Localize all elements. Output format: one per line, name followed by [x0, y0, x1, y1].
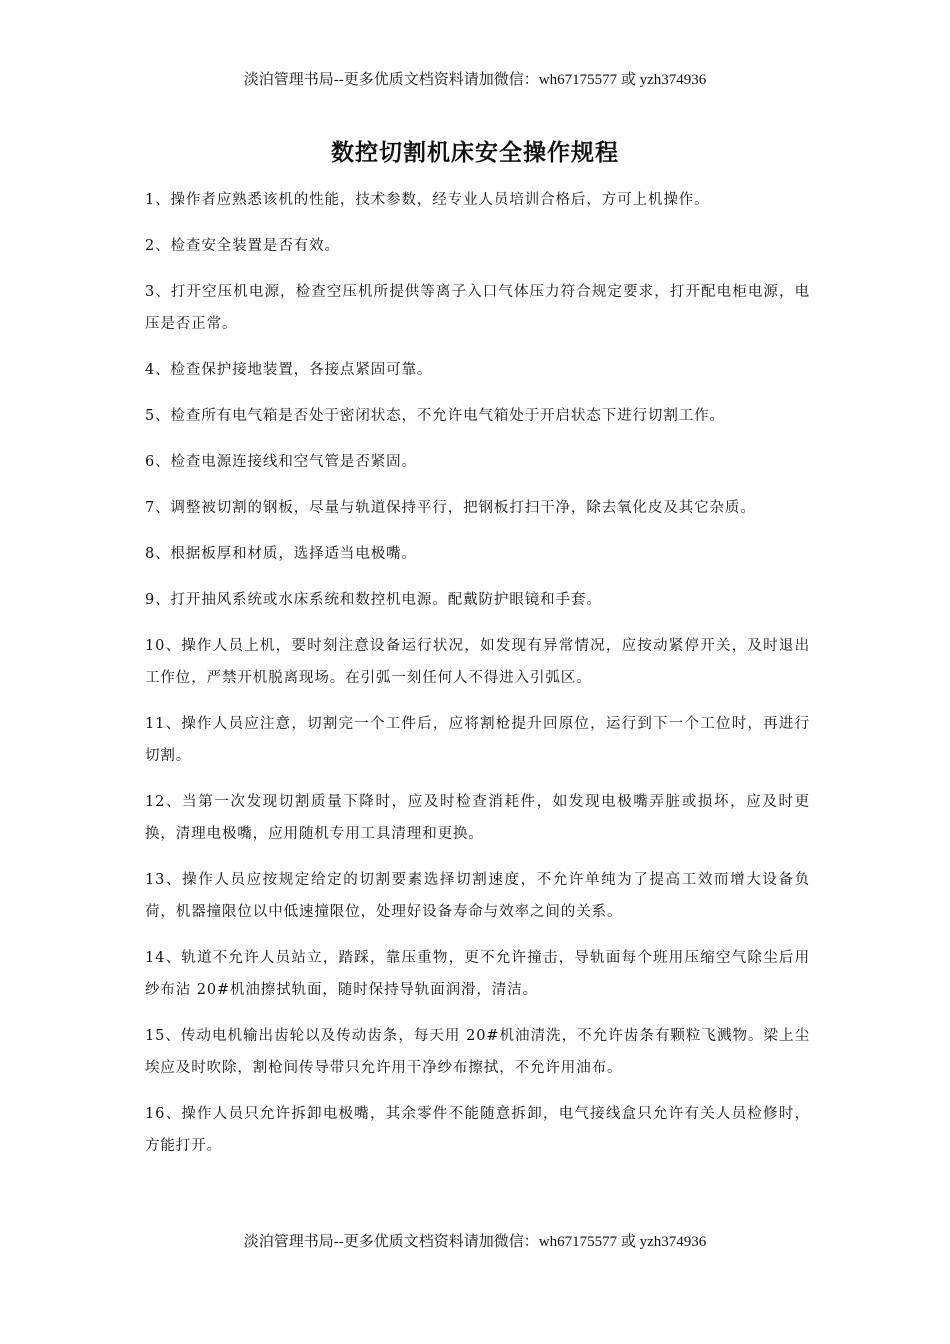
paragraph-7: 7、调整被切割的钢板，尽量与轨道保持平行，把钢板打扫干净，除去氧化皮及其它杂质。 [145, 500, 756, 516]
paragraph-15: 15、传动电机输出齿轮以及传动齿条，每天用 20#机油清洗，不允许齿条有颗粒飞溅物。梁上尘埃应及时吹除，割枪间传导带只允许用干净纱布擦拭，不允许用油布。 [145, 1028, 810, 1076]
paragraph-12: 12、当第一次发现切割质量下降时，应及时检查消耗件，如发现电极嘴弄脏或损坏，应及时更换，清理电极嘴，应用随机专用工具清理和更换。 [145, 794, 810, 842]
paragraph-16: 16、操作人员只允许拆卸电极嘴，其余零件不能随意拆卸，电气接线盒只允许有关人员检修时，方能打开。 [145, 1106, 810, 1154]
paragraph-14: 14、轨道不允许人员站立，踏踩，靠压重物，更不允许撞击，导轨面每个班用压缩空气除尘后用纱布沾 20#机油擦拭轨面，随时保持导轨面润滑，清洁。 [145, 950, 810, 998]
document-body [145, 184, 810, 1176]
page-header: 淡泊管理书局--更多优质文档资料请加微信：wh67175577 或 yzh374936 [243, 72, 707, 88]
paragraph-8: 8、根据板厚和材质，选择适当电极嘴。 [145, 546, 417, 562]
paragraph-2: 2、检查安全装置是否有效。 [145, 238, 340, 254]
paragraph-10: 10、操作人员上机，要时刻注意设备运行状况，如发现有异常情况，应按动紧停开关，及时退出工作位，严禁开机脱离现场。在引弧一刻任何人不得进入引弧区。 [145, 638, 810, 686]
page-footer: 淡泊管理书局--更多优质文档资料请加微信：wh67175577 或 yzh374936 [243, 1234, 707, 1250]
paragraph-3: 3、打开空压机电源，检查空压机所提供等离子入口气体压力符合规定要求，打开配电柜电源，电压是否正常。 [145, 284, 810, 332]
document-title: 数控切割机床安全操作规程 [331, 139, 619, 166]
paragraph-5: 5、检查所有电气箱是否处于密闭状态，不允许电气箱处于开启状态下进行切割工作。 [145, 408, 725, 424]
paragraph-9: 9、打开抽风系统或水床系统和数控机电源。配戴防护眼镜和手套。 [145, 592, 602, 608]
paragraph-11: 11、操作人员应注意，切割完一个工件后，应将割枪提升回原位，运行到下一个工位时，再进行切割。 [145, 716, 810, 764]
paragraph-6: 6、检查电源连接线和空气管是否紧固。 [145, 454, 417, 470]
paragraph-1: 1、操作者应熟悉该机的性能，技术参数，经专业人员培训合格后，方可上机操作。 [145, 192, 710, 208]
paragraph-13: 13、操作人员应按规定给定的切割要素选择切割速度，不允许单纯为了提高工效而增大设备负荷，机器撞限位以中低速撞限位，处理好设备寿命与效率之间的关系。 [145, 872, 810, 920]
paragraph-4: 4、检查保护接地装置，各接点紧固可靠。 [145, 362, 433, 378]
